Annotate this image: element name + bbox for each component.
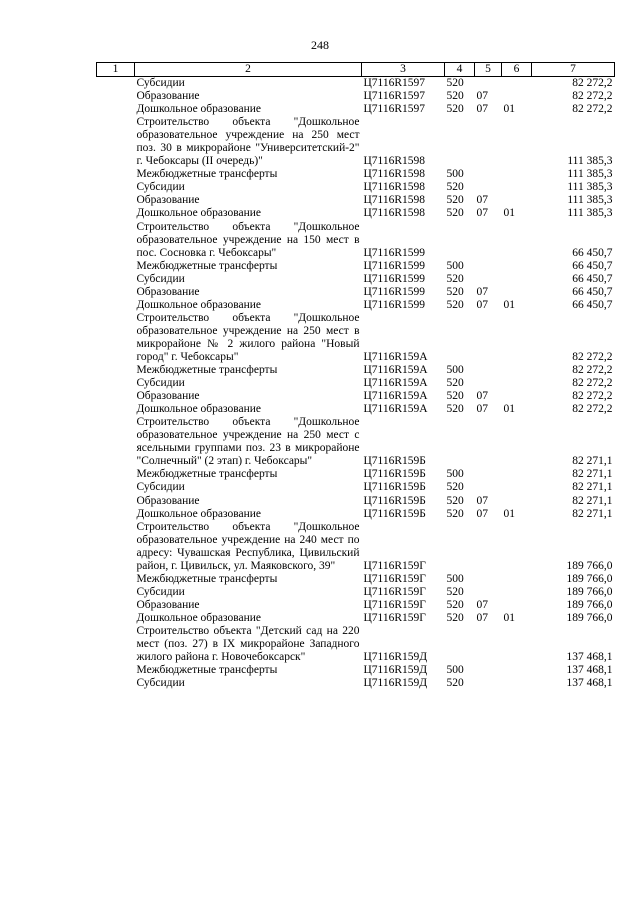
row-col-6 [502, 586, 532, 599]
row-col-6 [502, 194, 532, 207]
row-code: Ц7116R159Б [363, 455, 426, 468]
row-name: Субсидии [136, 585, 185, 598]
row-col-5 [475, 181, 502, 194]
row-col-5: 07 [476, 298, 488, 311]
row-col-6 [502, 495, 532, 508]
row-col-6: 01 [503, 507, 515, 520]
table-row [97, 586, 615, 599]
table-row [97, 181, 615, 194]
row-name: Субсидии [136, 481, 185, 494]
row-code: Ц7116R1597 [363, 103, 426, 116]
row-code: Ц7116R159А [363, 350, 428, 363]
row-col-4: 520 [446, 481, 464, 494]
table-row [97, 116, 615, 168]
row-col-6 [502, 312, 532, 364]
table-row [97, 468, 615, 481]
row-col-6: 01 [503, 298, 515, 311]
row-amount: 82 272,2 [572, 390, 613, 403]
row-code: Ц7116R1599 [363, 285, 426, 298]
row-amount: 82 271,1 [572, 494, 613, 507]
table-row [97, 390, 615, 403]
row-col-6: 01 [503, 403, 515, 416]
row-name: Строительство объекта "Дошкольное образовательное учреждение на 240 мест по адресу: Чувашская Республика, Цивильский район, г. Цивильск, ул. Маяковского, 39" [136, 520, 360, 572]
row-col-4 [445, 625, 475, 664]
row-code: Ц7116R1597 [363, 77, 426, 89]
row-name: Дошкольное образование [136, 298, 262, 311]
row-amount: 137 468,1 [566, 677, 613, 690]
row-col-4 [445, 521, 475, 573]
row-amount: 111 385,3 [567, 207, 613, 220]
row-col-1 [97, 664, 135, 677]
row-name: Образование [136, 90, 200, 103]
row-col-1 [97, 260, 135, 273]
table-row [97, 90, 615, 103]
row-col-5: 07 [476, 103, 488, 116]
row-col-5: 07 [476, 285, 488, 298]
row-col-6 [502, 481, 532, 494]
row-code: Ц7116R159Б [363, 494, 426, 507]
row-amount: 82 272,2 [572, 350, 613, 363]
row-col-4: 520 [446, 77, 464, 89]
row-name: Субсидии [136, 677, 185, 690]
row-col-4: 520 [446, 403, 464, 416]
row-code: Ц7116R159Г [363, 559, 426, 572]
row-name: Строительство объекта "Дошкольное образовательное учреждение на 150 мест в пос. Сосновка г. Чебоксары" [136, 220, 360, 259]
header-col-5: 5 [475, 63, 502, 77]
row-name: Межбюджетные трансферты [136, 364, 278, 377]
row-amount: 111 385,3 [567, 168, 613, 181]
row-col-6 [502, 677, 532, 690]
row-col-5: 07 [476, 598, 488, 611]
row-amount: 66 450,7 [572, 272, 613, 285]
header-col-6: 6 [502, 63, 532, 77]
row-code: Ц7116R1599 [363, 298, 426, 311]
row-col-1 [97, 168, 135, 181]
row-col-5 [475, 586, 502, 599]
row-col-6: 01 [503, 103, 515, 116]
row-col-5 [475, 664, 502, 677]
row-col-1 [97, 377, 135, 390]
header-col-3: 3 [362, 63, 445, 77]
row-name: Строительство объекта "Детский сад на 220 мест (поз. 27) в IX микрорайоне Западного жилого района г. Новочебоксарск" [136, 624, 360, 664]
row-amount: 66 450,7 [572, 285, 613, 298]
header-col-2: 2 [135, 63, 362, 77]
row-name: Образование [136, 598, 200, 611]
row-col-4: 520 [446, 377, 464, 390]
header-row [97, 63, 615, 77]
row-code: Ц7116R159А [363, 364, 428, 377]
row-name: Образование [136, 194, 200, 207]
row-col-5 [475, 377, 502, 390]
row-amount: 82 271,1 [572, 455, 613, 468]
row-col-6 [502, 664, 532, 677]
row-col-1 [97, 207, 135, 220]
row-code: Ц7116R1598 [363, 194, 426, 207]
row-amount: 111 385,3 [567, 155, 613, 168]
row-col-5 [475, 116, 502, 168]
row-col-5: 07 [476, 611, 488, 624]
row-col-5: 07 [476, 507, 488, 520]
row-col-4: 520 [446, 598, 464, 611]
row-col-5: 07 [476, 494, 488, 507]
row-col-6 [502, 116, 532, 168]
row-col-4: 520 [446, 298, 464, 311]
row-code: Ц7116R159Д [363, 664, 428, 677]
table-row [97, 221, 615, 260]
row-col-1 [97, 416, 135, 468]
row-amount: 111 385,3 [567, 181, 613, 194]
row-col-4: 500 [446, 364, 464, 377]
row-col-6 [502, 286, 532, 299]
table-row [97, 377, 615, 390]
row-name: Межбюджетные трансферты [136, 259, 278, 272]
table-row [97, 286, 615, 299]
row-col-4 [445, 416, 475, 468]
row-code: Ц7116R159А [363, 403, 428, 416]
row-col-1 [97, 221, 135, 260]
table-row [97, 416, 615, 468]
table-row [97, 364, 615, 377]
row-col-4: 520 [446, 677, 464, 690]
row-amount: 111 385,3 [567, 194, 613, 207]
table-body [97, 77, 615, 691]
row-col-6 [502, 168, 532, 181]
row-col-5: 07 [476, 403, 488, 416]
row-col-4: 520 [446, 272, 464, 285]
row-col-6 [502, 90, 532, 103]
row-col-6 [502, 181, 532, 194]
row-col-4: 500 [446, 259, 464, 272]
row-col-6 [502, 573, 532, 586]
table-row [97, 194, 615, 207]
table-header [97, 63, 615, 77]
row-col-5 [475, 573, 502, 586]
table-row [97, 495, 615, 508]
row-col-1 [97, 573, 135, 586]
row-col-4: 500 [446, 468, 464, 481]
row-col-6 [502, 364, 532, 377]
row-col-5 [475, 468, 502, 481]
row-name: Образование [136, 390, 200, 403]
row-code: Ц7116R159Г [363, 585, 426, 598]
row-col-4: 520 [446, 194, 464, 207]
row-amount: 66 450,7 [572, 246, 613, 259]
row-col-6 [502, 416, 532, 468]
row-col-6: 01 [503, 207, 515, 220]
row-col-4: 500 [446, 664, 464, 677]
row-col-5 [475, 260, 502, 273]
row-code: Ц7116R159Д [363, 677, 428, 690]
row-amount: 66 450,7 [572, 259, 613, 272]
header-col-7: 7 [532, 63, 615, 77]
row-col-5 [475, 168, 502, 181]
row-amount: 82 272,2 [572, 377, 613, 390]
table-row [97, 299, 615, 312]
row-col-4: 500 [446, 572, 464, 585]
row-name: Субсидии [136, 77, 185, 89]
row-code: Ц7116R159Г [363, 572, 426, 585]
row-amount: 82 272,2 [572, 77, 613, 89]
table-row [97, 521, 615, 573]
row-col-1 [97, 508, 135, 521]
row-col-4: 520 [446, 611, 464, 624]
row-col-4 [445, 221, 475, 260]
row-col-5 [475, 416, 502, 468]
row-col-5: 07 [476, 90, 488, 103]
row-col-6 [502, 273, 532, 286]
row-col-5 [475, 273, 502, 286]
row-col-1 [97, 625, 135, 664]
row-col-4: 520 [446, 494, 464, 507]
row-col-4: 520 [446, 585, 464, 598]
row-amount: 82 272,2 [572, 364, 613, 377]
row-col-5 [475, 77, 502, 91]
row-col-1 [97, 299, 135, 312]
row-code: Ц7116R1598 [363, 155, 426, 168]
row-amount: 82 272,2 [572, 90, 613, 103]
row-col-6 [502, 599, 532, 612]
row-col-1 [97, 468, 135, 481]
row-col-5: 07 [476, 194, 488, 207]
row-amount: 189 766,0 [566, 611, 613, 624]
row-amount: 82 271,1 [572, 481, 613, 494]
row-name: Межбюджетные трансферты [136, 468, 278, 481]
row-col-6 [502, 221, 532, 260]
row-amount: 189 766,0 [566, 559, 613, 572]
row-amount: 66 450,7 [572, 298, 613, 311]
row-col-1 [97, 286, 135, 299]
row-code: Ц7116R1599 [363, 246, 426, 259]
row-col-4: 520 [446, 390, 464, 403]
row-col-4 [445, 116, 475, 168]
row-col-5 [475, 677, 502, 690]
row-amount: 189 766,0 [566, 572, 613, 585]
row-col-5 [475, 364, 502, 377]
row-col-4: 520 [446, 181, 464, 194]
row-col-1 [97, 90, 135, 103]
row-code: Ц7116R159Б [363, 507, 426, 520]
row-amount: 82 271,1 [572, 468, 613, 481]
row-code: Ц7116R1598 [363, 207, 426, 220]
table-row [97, 207, 615, 220]
row-amount: 137 468,1 [566, 651, 613, 664]
row-amount: 189 766,0 [566, 585, 613, 598]
row-col-6 [502, 521, 532, 573]
row-col-5: 07 [476, 390, 488, 403]
row-col-1 [97, 77, 135, 91]
row-code: Ц7116R1599 [363, 272, 426, 285]
row-col-1 [97, 390, 135, 403]
row-name: Строительство объекта "Дошкольное образовательное учреждение на 250 мест в микрорайоне № 2 жилого района "Новый город" г. Чебоксары" [136, 311, 360, 363]
row-col-4: 500 [446, 168, 464, 181]
row-name: Субсидии [136, 377, 185, 390]
row-name: Субсидии [136, 181, 185, 194]
row-name: Дошкольное образование [136, 207, 262, 220]
row-name: Строительство объекта "Дошкольное образовательное учреждение на 250 мест с ясельными группами поз. 23 в микрорайоне "Солнечный" (2 этап) г. Чебоксары" [136, 416, 360, 468]
row-amount: 137 468,1 [566, 664, 613, 677]
row-code: Ц7116R159Г [363, 598, 426, 611]
row-amount: 82 272,2 [572, 103, 613, 116]
row-col-1 [97, 181, 135, 194]
row-col-1 [97, 273, 135, 286]
row-col-6 [502, 260, 532, 273]
row-code: Ц7116R159Б [363, 481, 426, 494]
row-col-6 [502, 77, 532, 91]
row-col-4: 520 [446, 285, 464, 298]
row-col-5 [475, 312, 502, 364]
table-row [97, 168, 615, 181]
row-col-1 [97, 481, 135, 494]
row-amount: 82 271,1 [572, 507, 613, 520]
row-name: Межбюджетные трансферты [136, 572, 278, 585]
row-col-5 [475, 625, 502, 664]
row-code: Ц7116R159Г [363, 611, 426, 624]
row-col-1 [97, 403, 135, 416]
header-col-4: 4 [445, 63, 475, 77]
row-col-1 [97, 103, 135, 116]
row-col-1 [97, 599, 135, 612]
row-code: Ц7116R1599 [363, 259, 426, 272]
row-name: Дошкольное образование [136, 103, 262, 116]
row-name: Образование [136, 285, 200, 298]
row-name: Межбюджетные трансферты [136, 168, 278, 181]
row-col-1 [97, 495, 135, 508]
table-row [97, 664, 615, 677]
row-code: Ц7116R1597 [363, 90, 426, 103]
table-row [97, 508, 615, 521]
row-col-6 [502, 468, 532, 481]
header-col-1: 1 [97, 63, 135, 77]
row-col-5 [475, 221, 502, 260]
table-row [97, 573, 615, 586]
row-code: Ц7116R159А [363, 377, 428, 390]
row-col-5 [475, 481, 502, 494]
row-col-1 [97, 521, 135, 573]
row-col-1 [97, 312, 135, 364]
table-row [97, 599, 615, 612]
row-col-5: 07 [476, 207, 488, 220]
table-row [97, 260, 615, 273]
row-name: Межбюджетные трансферты [136, 664, 278, 677]
row-name: Субсидии [136, 272, 185, 285]
table-row [97, 677, 615, 690]
table-row [97, 77, 615, 91]
row-col-6 [502, 390, 532, 403]
row-col-6: 01 [503, 611, 515, 624]
row-col-6 [502, 625, 532, 664]
row-col-4: 520 [446, 90, 464, 103]
row-col-4 [445, 312, 475, 364]
row-col-4: 520 [446, 207, 464, 220]
table-row [97, 625, 615, 664]
table-row [97, 403, 615, 416]
row-amount: 82 272,2 [572, 403, 613, 416]
row-col-1 [97, 116, 135, 168]
budget-table [96, 62, 615, 690]
row-name: Дошкольное образование [136, 611, 262, 624]
row-code: Ц7116R159А [363, 390, 428, 403]
row-name: Образование [136, 494, 200, 507]
table-row [97, 312, 615, 364]
row-amount: 189 766,0 [566, 598, 613, 611]
row-col-1 [97, 364, 135, 377]
table-row [97, 481, 615, 494]
row-col-4: 520 [446, 103, 464, 116]
row-code: Ц7116R159Д [363, 651, 428, 664]
row-col-1 [97, 194, 135, 207]
row-col-1 [97, 677, 135, 690]
row-code: Ц7116R1598 [363, 168, 426, 181]
table-row [97, 273, 615, 286]
row-col-4: 520 [446, 507, 464, 520]
row-name: Строительство объекта "Дошкольное образовательное учреждение на 250 мест поз. 30 в микрорайоне "Университетский-2" г. Чебоксары (II очередь)" [136, 116, 360, 168]
row-col-1 [97, 586, 135, 599]
row-col-1 [97, 612, 135, 625]
row-name: Дошкольное образование [136, 403, 262, 416]
row-name: Дошкольное образование [136, 507, 262, 520]
page-number: 248 [311, 38, 329, 52]
row-code: Ц7116R159Б [363, 468, 426, 481]
row-code: Ц7116R1598 [363, 181, 426, 194]
table-row [97, 612, 615, 625]
row-col-6 [502, 377, 532, 390]
row-col-5 [475, 521, 502, 573]
table-row [97, 103, 615, 116]
